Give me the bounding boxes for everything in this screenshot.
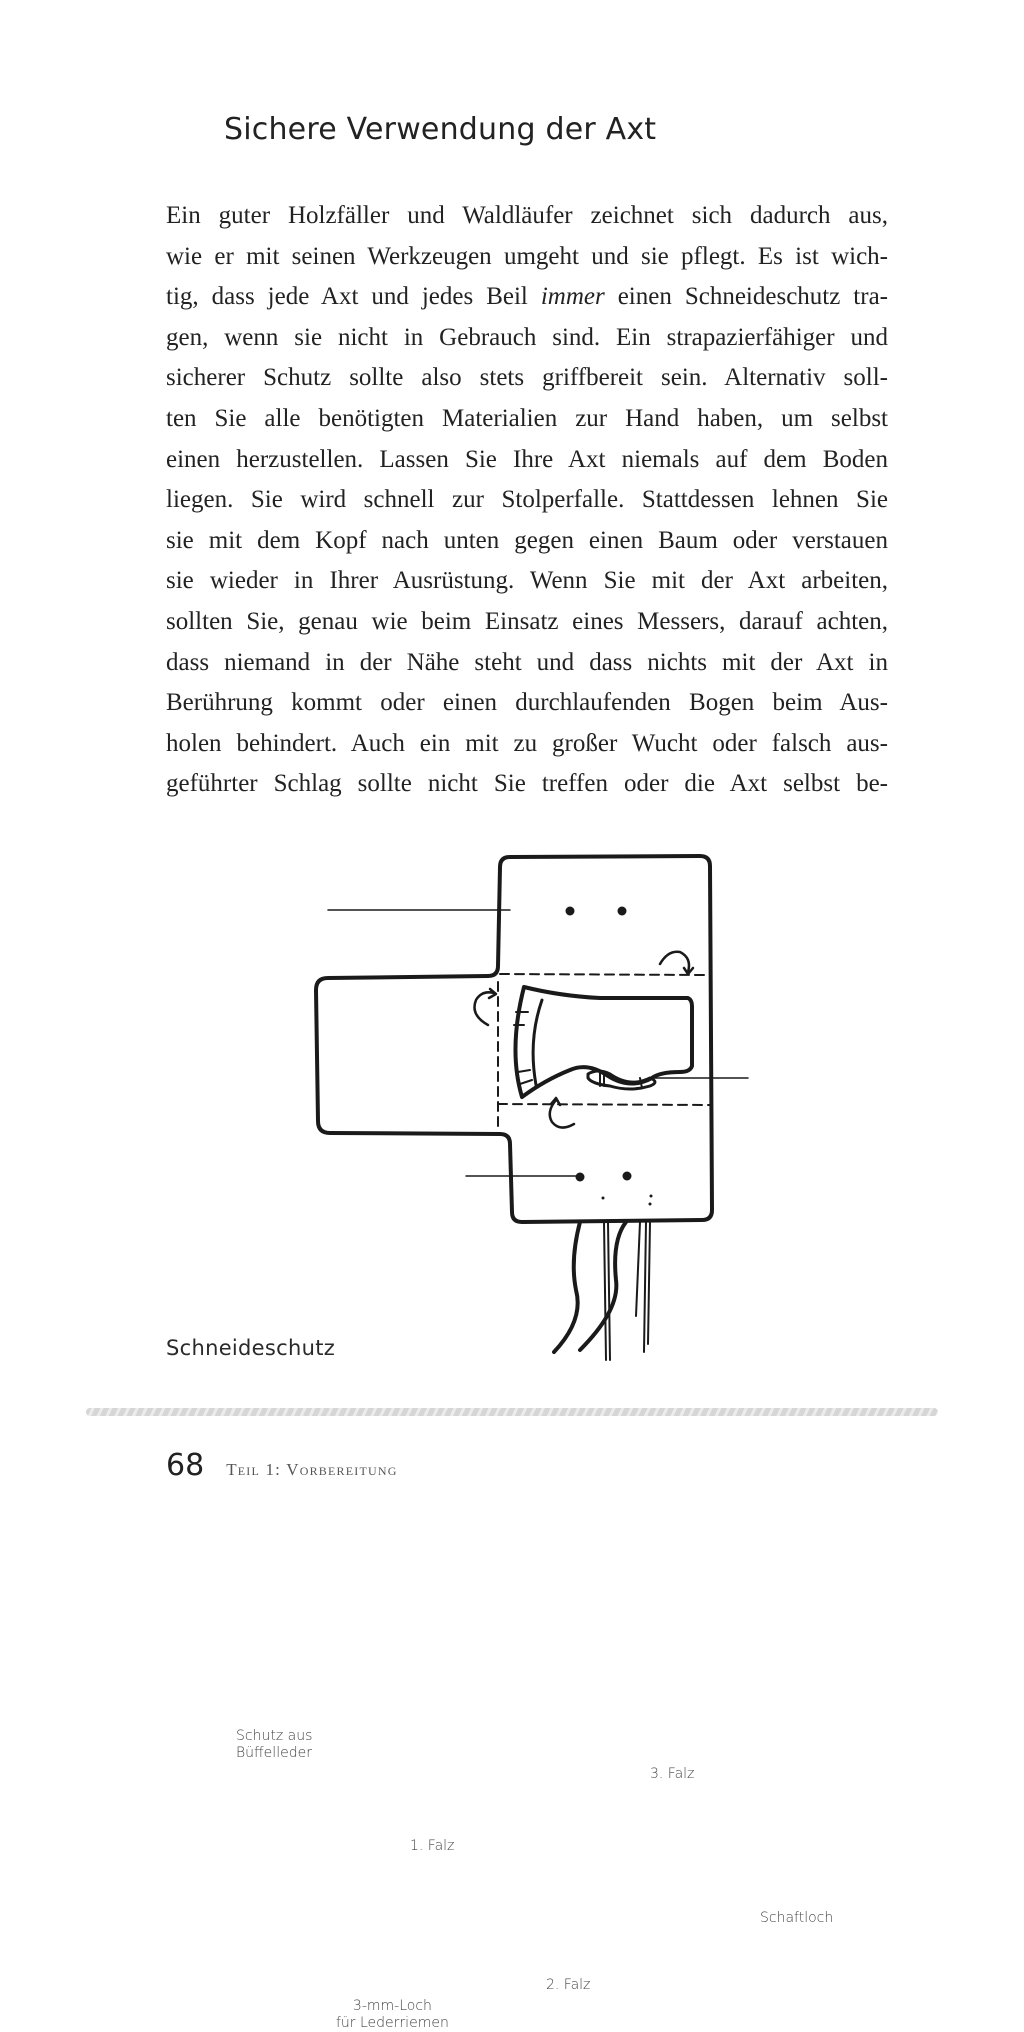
leather-strap-icon <box>580 1222 626 1350</box>
label-line: 3-mm-Loch <box>352 1998 432 2014</box>
text-line: sollten Sie, genau wie beim Einsatz eines Messers, darauf achten, <box>166 607 888 635</box>
text-line: ten Sie alle benötigten Materialien zur Hand haben, um selbst <box>166 404 888 432</box>
label-leather-guard <box>236 1728 312 1762</box>
figure-caption: Schneideschutz <box>166 1336 336 1360</box>
page-footer <box>166 1448 398 1483</box>
text-line: sie wieder in Ihrer Ausrüstung. Wenn Sie mit der Axt arbeiten, <box>166 567 888 595</box>
text-line: dass niemand in der Nähe steht und dass nichts mit der Axt in <box>166 648 888 676</box>
text-line: sie mit dem Kopf nach unten gegen einen Baum oder verstauen <box>166 526 888 554</box>
text-line: holen behindert. Auch ein mit zu großer Wucht oder falsch aus- <box>166 729 888 757</box>
text-line: gen, wenn sie nicht in Gebrauch sind. Ein strapazierfähiger und <box>166 323 888 351</box>
label-strap-hole <box>336 1998 449 2032</box>
fold-line-top <box>500 974 708 975</box>
section-title: Sichere Verwendung der Axt <box>224 112 657 147</box>
text-run: einen Schneideschutz tra- <box>604 283 889 311</box>
text-line: geführter Schlag sollte nicht Sie treffen oder die Axt selbst be- <box>166 770 888 798</box>
text-line: Ein guter Holzfäller und Waldläufer zeichnet sich dadurch aus, <box>166 202 888 229</box>
label-line: Schutz aus <box>236 1728 313 1744</box>
hole-dot <box>618 907 627 916</box>
leather-strap-icon <box>554 1222 580 1352</box>
body-paragraph <box>166 196 888 805</box>
label-fold-3: 3. Falz <box>650 1766 695 1782</box>
emphasis-text: immer <box>540 283 605 311</box>
label-fold-2: 2. Falz <box>546 1977 591 1993</box>
text-line: sicherer Schutz sollte also stets griffbereit sein. Alternativ soll- <box>166 364 888 392</box>
text-line: einen herzustellen. Lassen Sie Ihre Axt niemals auf dem Boden <box>166 445 888 473</box>
hole-dot <box>623 1172 632 1181</box>
text-line: Berührung kommt oder einen durchlaufenden Bogen beim Aus- <box>166 689 888 717</box>
text-run: tig, dass jede Axt und jedes Beil <box>166 283 541 311</box>
text-line <box>166 277 888 318</box>
hole-dot <box>566 907 575 916</box>
label-line: für Lederriemen <box>336 2015 449 2031</box>
label-fold-1: 1. Falz <box>410 1838 455 1854</box>
running-head: Teil 1: Vorbereitung <box>226 1460 398 1479</box>
label-shaft-hole: Schaftloch <box>760 1910 834 1926</box>
text-line: liegen. Sie wird schnell zur Stolperfalle. Stattdessen lehnen Sie <box>166 486 888 514</box>
label-line: Büffelleder <box>236 1745 312 1761</box>
shaft-hole-icon <box>588 1071 655 1089</box>
footer-divider <box>86 1408 938 1416</box>
text-line: wie er mit seinen Werkzeugen umgeht und sie pflegt. Es ist wich- <box>166 242 888 270</box>
hole-dot <box>576 1173 585 1182</box>
page-number: 68 <box>166 1448 205 1483</box>
fold-line-bottom <box>498 1104 710 1105</box>
blade-guard-illustration <box>0 840 1024 1380</box>
